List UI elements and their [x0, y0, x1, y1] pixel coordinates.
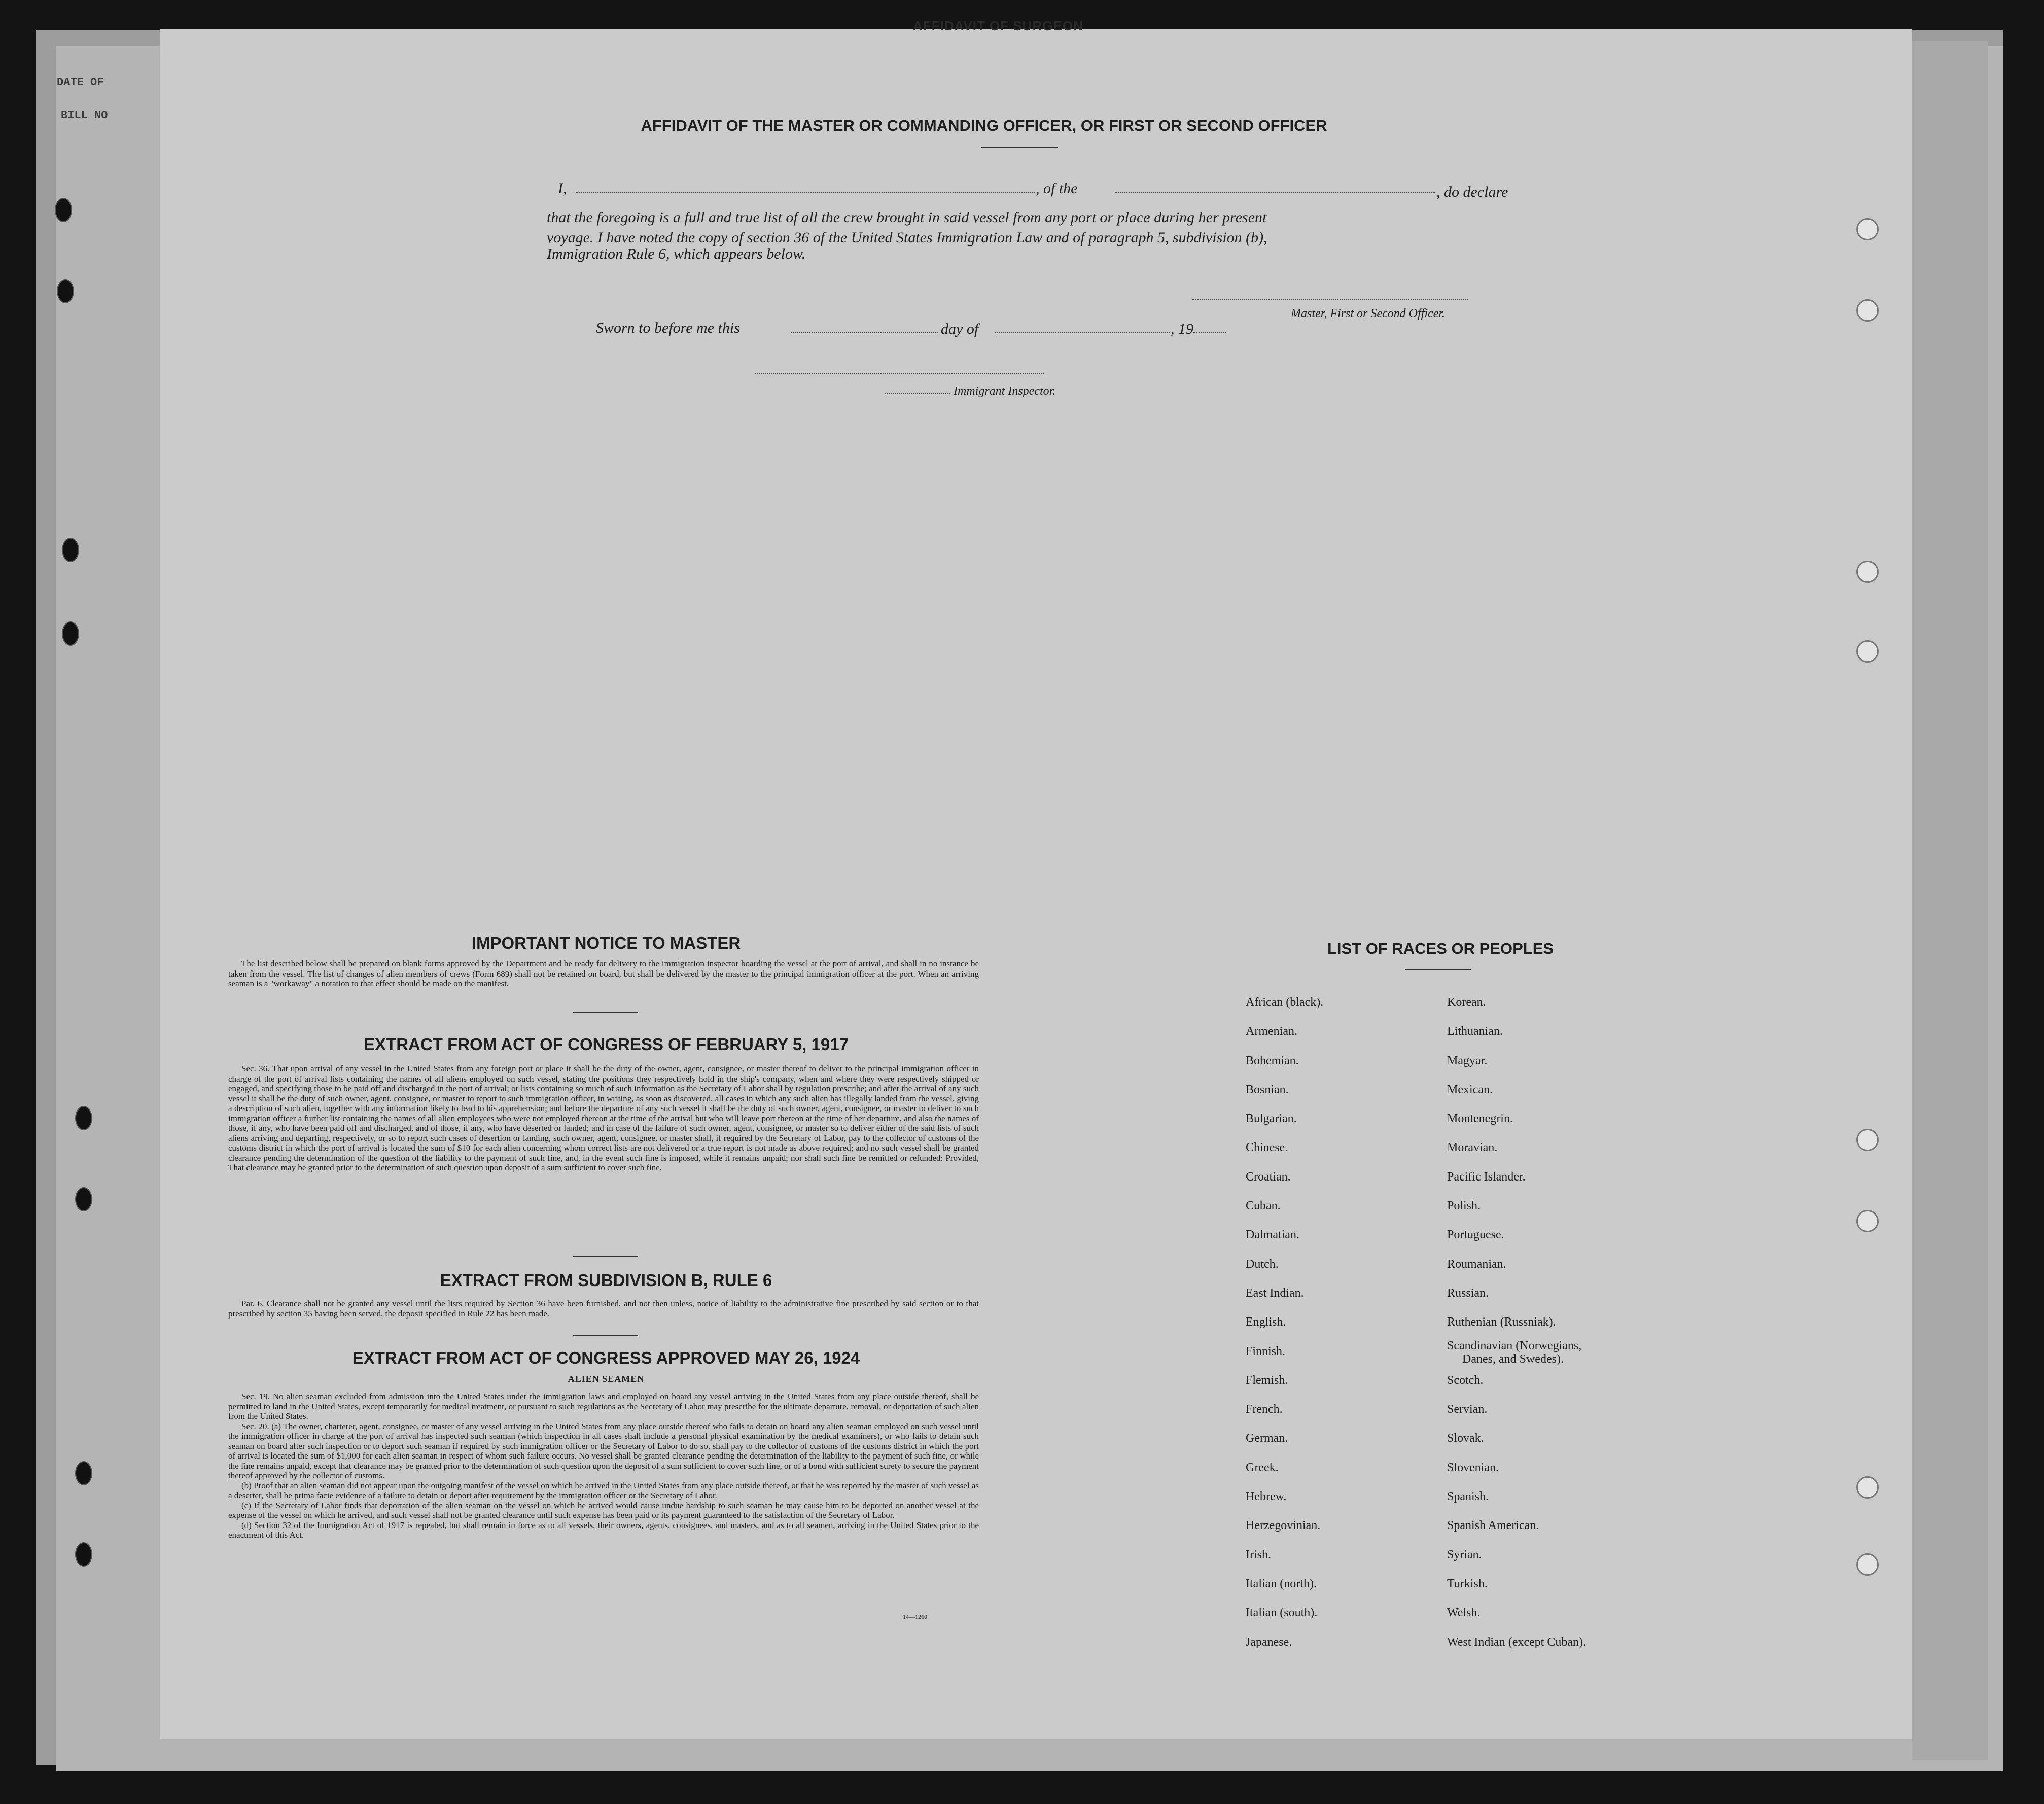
- punch-hole: [75, 1187, 92, 1211]
- master-signature-label: Master, First or Second Officer.: [1291, 307, 1445, 320]
- inspector-signature-blank[interactable]: [755, 373, 1044, 374]
- affidavit-line-2: that the foregoing is a full and true list of all the crew brought in said vessel from any port or place during her present: [547, 209, 1267, 226]
- race-item: Slovenian.: [1447, 1461, 1499, 1474]
- race-item: Magyar.: [1447, 1054, 1488, 1067]
- race-item: Spanish.: [1447, 1490, 1489, 1504]
- race-item: Russian.: [1447, 1286, 1489, 1300]
- punch-hole: [75, 1542, 92, 1567]
- sworn-label: Sworn to before me this: [596, 320, 740, 336]
- race-item: French.: [1246, 1403, 1283, 1416]
- day-of-label: day of: [941, 321, 979, 337]
- affidavit-i-label: I,: [558, 180, 567, 197]
- inspector-label: Immigrant Inspector.: [954, 385, 1056, 398]
- extract-rule6-title: EXTRACT FROM SUBDIVISION B, RULE 6: [440, 1271, 772, 1290]
- edge-label-bill: BILL NO: [61, 109, 108, 122]
- extract-rule6-text: Par. 6. Clearance shall not be granted any vessel until the lists required by Section 36 have been furnished, and not then unless, notice of liability to the administrative fine prescribed by said section or to that prescribed by section 35 having been served, the deposit specified in Rule 22 has been made.: [228, 1299, 979, 1319]
- race-item: Scandinavian (Norwegians, Danes, and Swedes).: [1447, 1339, 1582, 1366]
- race-item: Spanish American.: [1447, 1519, 1539, 1533]
- race-item: Flemish.: [1246, 1373, 1288, 1387]
- punch-hole: [1856, 1476, 1879, 1499]
- affidavit-do-declare: , do declare: [1436, 184, 1508, 200]
- race-item: Herzegovinian.: [1246, 1519, 1321, 1533]
- race-item: Cuban.: [1246, 1199, 1281, 1213]
- race-item: English.: [1246, 1315, 1286, 1329]
- race-item: Montenegrin.: [1447, 1112, 1513, 1126]
- race-item: Pacific Islander.: [1447, 1170, 1526, 1184]
- edge-label-date: DATE OF: [57, 76, 104, 89]
- master-signature-blank[interactable]: [1192, 299, 1468, 300]
- race-item: Turkish.: [1447, 1577, 1488, 1590]
- affidavit-line-4: Immigration Rule 6, which appears below.: [547, 246, 806, 262]
- race-item: Scotch.: [1447, 1373, 1484, 1387]
- races-rule: [1405, 969, 1471, 970]
- punch-hole: [62, 538, 79, 562]
- affidavit-line-3: voyage. I have noted the copy of section 36 of the United States Immigration Law and of paragraph 5, subdivision (b),: [547, 229, 1267, 246]
- punch-hole: [57, 279, 74, 303]
- punch-hole: [1856, 218, 1879, 240]
- race-item: Dutch.: [1246, 1257, 1279, 1271]
- extract-1924-subtitle: ALIEN SEAMEN: [568, 1374, 645, 1384]
- inspector-signature-blank-short[interactable]: [885, 393, 950, 394]
- races-column-2: [1447, 988, 1586, 1657]
- race-item: Korean.: [1447, 996, 1486, 1009]
- extract-1917-text: Sec. 36. That upon arrival of any vessel in the United States from any foreign port or place it shall be the duty of the owner, agent, consignee, or master thereof to deliver to the principal immigration officer in charge of the port of arrival lists containing the names of all aliens employed on such vessel, stating the positions they respectively hold in the ship's company, when and where they were respectively shipped or engaged, and specifying those to be paid off and discharged in the port of arrival; or lists containing so much of such information as the Secretary of Labor shall by regulation prescribe; and after the arrival of any such vessel it shall be the duty of such owner, agent, consignee, or master to report to such immigration officer, in writing, as soon as discovered, all cases in which any such alien has illegally landed from the vessel, giving a description of such alien, together with any information likely to lead to his apprehension; and before the departure of any such vessel it shall be the duty of such owner, agent, consignee, or master to deliver to such immigration officer a further list containing the names of all alien employees who were not employed thereon at the time of the arrival but who will leave port thereon at the time of her departure, and also the names of those, if any, who have been paid off and discharged, and of those, if any, who have deserted or landed; and in case of the failure of such owner, agent, consignee, or master so to deliver either of the said lists of such aliens arriving and departing, respectively, or so to report such cases of desertion or landing, such owner, agent, consignee, or master shall, if required by the Secretary of Labor, pay to the collector of customs of the customs district in which the port of arrival is located the sum of $10 for each alien concerning whom correct lists are not delivered or a true report is not made as above required; and no such vessel shall be granted clearance pending the determination of the question of the liability to the payment of such fine, and, in the event such fine is imposed, while it remains unpaid; nor shall such fine be remitted or refunded: Provided, That clearance may be granted prior to the determination of such question upon deposit of a sum sufficient to cover such fine.: [228, 1064, 979, 1172]
- title-rule: [981, 147, 1058, 148]
- punch-hole: [1856, 1129, 1879, 1151]
- race-item: Hebrew.: [1246, 1490, 1287, 1504]
- day-blank[interactable]: [791, 332, 938, 333]
- section-rule: [573, 1256, 638, 1257]
- race-item: Finnish.: [1246, 1344, 1286, 1358]
- race-item: Slovak.: [1447, 1432, 1484, 1445]
- race-item: Syrian.: [1447, 1548, 1482, 1562]
- punch-hole: [62, 621, 79, 646]
- race-item: West Indian (except Cuban).: [1447, 1635, 1586, 1649]
- race-item: Mexican.: [1447, 1083, 1493, 1096]
- race-item: Ruthenian (Russniak).: [1447, 1315, 1556, 1329]
- race-item: Moravian.: [1447, 1141, 1498, 1155]
- extract-1924-title: EXTRACT FROM ACT OF CONGRESS APPROVED MAY 26, 1924: [352, 1348, 860, 1367]
- punch-hole: [1856, 1210, 1879, 1232]
- race-item: Greek.: [1246, 1461, 1279, 1474]
- race-item: Polish.: [1447, 1199, 1481, 1213]
- year-label: , 19: [1171, 321, 1193, 337]
- punch-hole: [1856, 640, 1879, 663]
- race-item: Italian (north).: [1246, 1577, 1317, 1590]
- name-blank[interactable]: [576, 192, 1035, 193]
- punch-hole: [55, 198, 72, 222]
- race-item: Portuguese.: [1447, 1228, 1504, 1242]
- race-item: Irish.: [1246, 1548, 1271, 1562]
- race-item: Bohemian.: [1246, 1054, 1299, 1067]
- punch-hole: [75, 1106, 92, 1130]
- form-number: 14—1260: [903, 1613, 927, 1620]
- year-blank[interactable]: [1193, 332, 1226, 333]
- race-item: Japanese.: [1246, 1635, 1292, 1649]
- affidavit-title: AFFIDAVIT OF THE MASTER OR COMMANDING OFFICER, OR FIRST OR SECOND OFFICER: [641, 117, 1327, 134]
- section-rule: [573, 1335, 638, 1336]
- extract-1917-title: EXTRACT FROM ACT OF CONGRESS OF FEBRUARY 5, 1917: [364, 1035, 849, 1054]
- race-item: Lithuanian.: [1447, 1025, 1503, 1038]
- notice-title: IMPORTANT NOTICE TO MASTER: [471, 933, 741, 952]
- races-column-1: [1246, 988, 1323, 1657]
- race-item: Bulgarian.: [1246, 1112, 1297, 1126]
- extract-1924-text: Sec. 19. No alien seaman excluded from admission into the United States under the immigration laws and employed on board any vessel arriving in the United States from any place outside thereof, shall be permitted to land in the United States, except temporarily for medical treatment, or pursuant to such regulations as the Secretary of Labor may prescribe for the ultimate departure, removal, or deportation of such alien from the United States. Sec. 20. (a) The owner, charterer, agent, consignee, or master of any vessel arriving in the United States from any place outside thereof who fails to detain on board any alien seaman employed on such vessel until the immigration officer in charge at the port of arrival has inspected such seaman (which inspection in all cases shall include a personal physical examination by the medical examiners), or who fails to detain such seaman on board after such inspection or to deport such seaman if required by such immigration officer or the Secretary of Labor to do so, shall pay to the collector of customs of the customs district in which the port of arrival is located the sum of $1,000 for each alien seaman in respect of whom such failure occurs. No vessel shall be granted clearance pending the determination of the liability to the payment of such fine, or while the fine remains unpaid, except that clearance may be granted prior to the determination of such question upon the deposit of a sum sufficient to cover such fine, or of a bond with sufficient surety to secure the payment thereof approved by the collector of customs. (b) Proof that an alien seaman did not appear upon the outgoing manifest of the vessel on which he arrived in the United States from any place outside thereof, or that he was reported by the master of such vessel as a deserter, shall be prima facie evidence of a failure to detain or deport after requirement by the immigration officer or the Secretary of Labor. (c) If the Secretary of Labor finds that deportation of the alien seaman on the vessel on which he arrived would cause undue hardship to such seaman he may cause him to be deported on another vessel at the expense of the vessel on which he arrived, and such vessel shall not be granted clearance until such expense has been paid or its payment guaranteed to the satisfaction of the Secretary of Labor. (d) Section 32 of the Immigration Act of 1917 is repealed, but shall remain in force as to all vessels, their owners, agents, consignees, and masters, and as to all seamen, arriving in the United States prior to the enactment of this Act.: [228, 1392, 979, 1540]
- race-item: Italian (south).: [1246, 1606, 1318, 1620]
- punch-hole: [1856, 299, 1879, 322]
- race-item: German.: [1246, 1432, 1288, 1445]
- races-title: LIST OF RACES OR PEOPLES: [1327, 940, 1554, 957]
- affidavit-of-the: , of the: [1036, 180, 1078, 197]
- race-item: African (black).: [1246, 996, 1324, 1009]
- notice-text: The list described below shall be prepared on blank forms approved by the Department and be ready for delivery to the immigration inspector boarding the vessel at the port of arrival, and shall in no instance be taken from the vessel. The list of changes of alien members of crews (Form 689) shall not be retained on board, but shall be delivered by the master to the principal immigration officer at the port. When an arriving seaman is a "workaway" a notation to that effect should be made on the manifest.: [228, 959, 979, 988]
- race-item: Croatian.: [1246, 1170, 1291, 1184]
- race-item: Bosnian.: [1246, 1083, 1289, 1096]
- race-item: Servian.: [1447, 1403, 1488, 1416]
- race-item: Armenian.: [1246, 1025, 1297, 1038]
- vessel-blank[interactable]: [1115, 192, 1435, 193]
- race-item: Chinese.: [1246, 1141, 1288, 1155]
- race-item: Welsh.: [1447, 1606, 1481, 1620]
- race-item: Roumanian.: [1447, 1257, 1506, 1271]
- punch-hole: [1856, 1553, 1879, 1576]
- right-underlying-page: [1912, 41, 1988, 1760]
- section-rule: [573, 1012, 638, 1013]
- race-item: Dalmatian.: [1246, 1228, 1299, 1242]
- race-item: East Indian.: [1246, 1286, 1304, 1300]
- punch-hole: [1856, 561, 1879, 583]
- top-banner-title: AFFIDAVIT OF SURGEON: [913, 18, 1083, 33]
- month-blank[interactable]: [995, 332, 1170, 333]
- punch-hole: [75, 1461, 92, 1485]
